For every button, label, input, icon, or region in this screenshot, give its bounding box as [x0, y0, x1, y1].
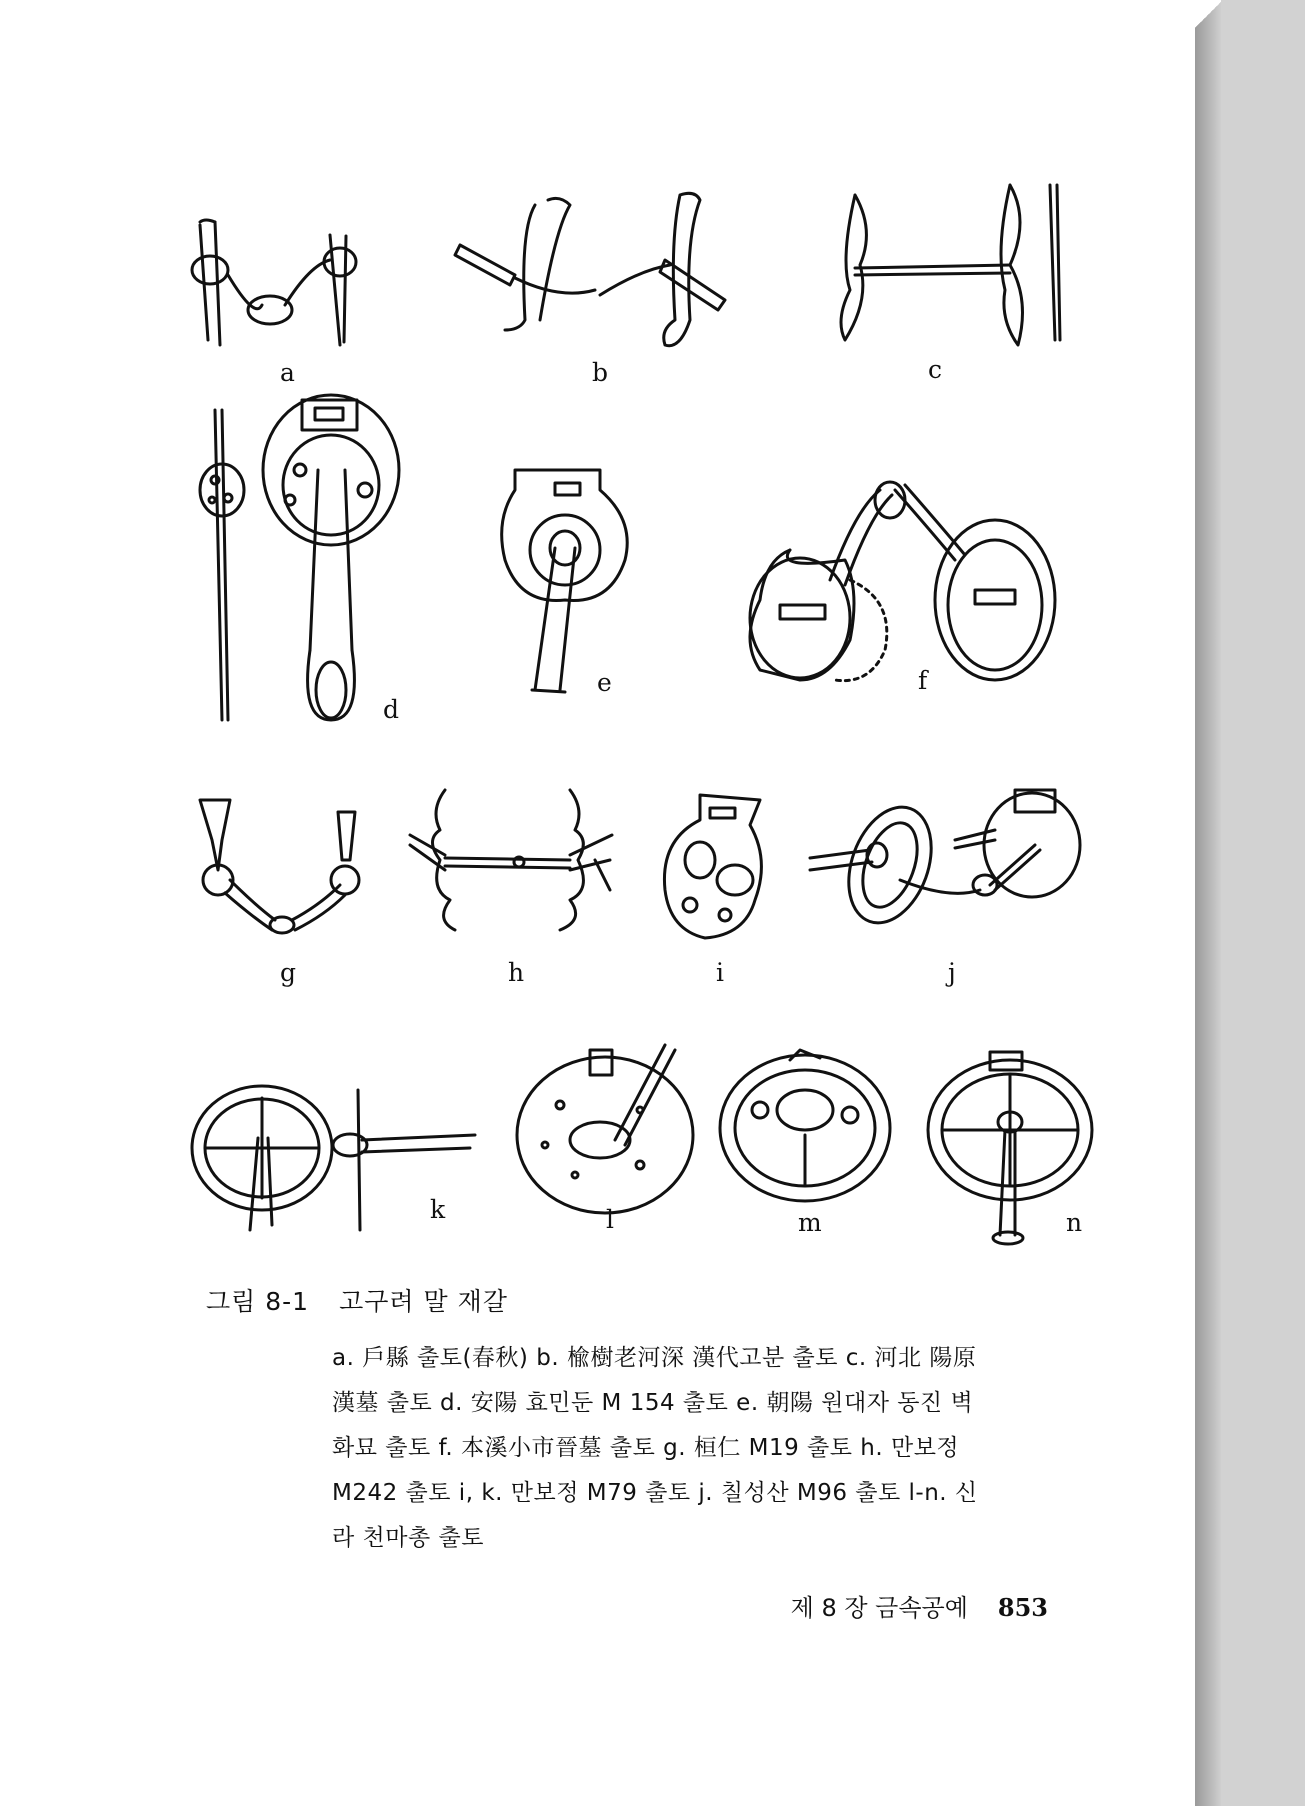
bit-drawing-i [664, 795, 761, 938]
figure-label-g: g [280, 958, 297, 987]
bit-drawing-d [200, 395, 399, 720]
caption-line: 라 천마총 출토 [332, 1525, 484, 1551]
figure-label-b: b [592, 358, 609, 387]
figure-label-d: d [383, 695, 400, 724]
bit-drawing-e [502, 470, 628, 692]
bit-drawing-m [720, 1050, 890, 1201]
bit-drawing-f [750, 482, 1055, 681]
caption-body [332, 1336, 1076, 1561]
page-footer [700, 1588, 1048, 1623]
figure-label-a: a [280, 358, 295, 387]
caption-line: M242 출토 i, k. 만보정 M79 출토 j. 칠성산 M96 출토 l-n. 신 [332, 1480, 978, 1506]
figure-label-h: h [508, 958, 525, 987]
bit-drawing-b [455, 193, 725, 345]
caption-line: 漢墓 출토 d. 安陽 효민둔 M 154 출토 e. 朝陽 원대자 동진 벽 [332, 1390, 974, 1416]
figure-label-e: e [597, 668, 612, 697]
caption-title: 고구려 말 재갈 [339, 1287, 508, 1316]
figure-label-j: j [948, 958, 956, 987]
caption-heading [206, 1282, 1076, 1318]
figure-label-n: n [1066, 1208, 1083, 1237]
figure-label-f: f [918, 666, 928, 695]
bit-drawing-c [841, 185, 1060, 345]
figure-caption [206, 1282, 1076, 1561]
figure-label-i: i [716, 958, 724, 987]
running-chapter-title: 제 8 장 금속공예 [790, 1594, 968, 1622]
bit-drawing-j [810, 790, 1080, 934]
page-number: 853 [997, 1593, 1048, 1622]
figure-label-l: l [606, 1205, 614, 1234]
caption-line: 화묘 출토 f. 本溪小市晉墓 출토 g. 桓仁 M19 출토 h. 만보정 [332, 1435, 960, 1461]
page-edge [1195, 0, 1221, 1806]
figure-label-c: c [928, 355, 943, 384]
page-corner-fold [1195, 0, 1221, 30]
bit-drawing-g [200, 800, 359, 933]
bit-drawing-a [192, 220, 356, 345]
figure-label-m: m [798, 1208, 822, 1237]
figure-label-k: k [430, 1195, 446, 1224]
bit-drawing-h [410, 790, 612, 930]
bit-drawing-l [517, 1045, 693, 1213]
caption-line: a. 戶縣 출토(春秋) b. 楡樹老河深 漢代고분 출토 c. 河北 陽原 [332, 1345, 977, 1371]
caption-number: 그림 8-1 [206, 1287, 310, 1316]
